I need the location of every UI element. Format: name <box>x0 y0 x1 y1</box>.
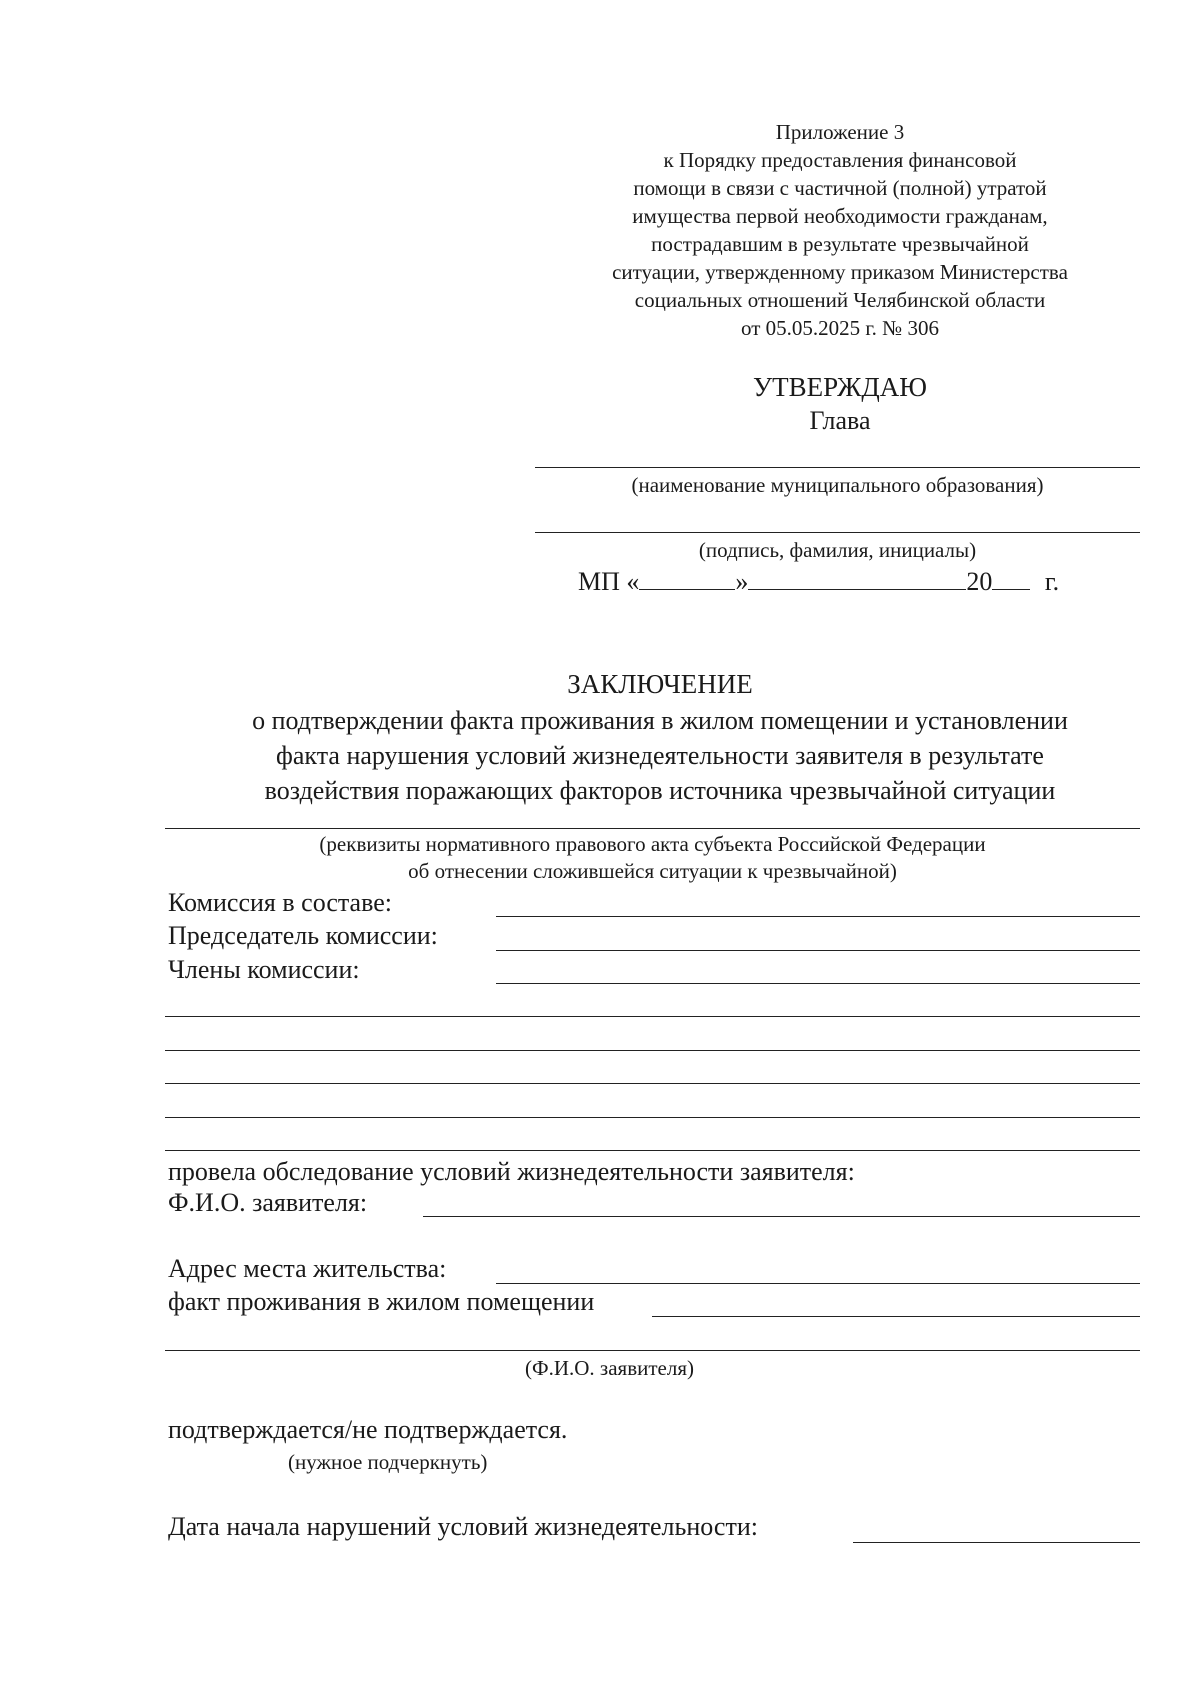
appendix-line: пострадавшим в результате чрезвычайной <box>651 232 1029 256</box>
signature-field-line[interactable] <box>535 532 1140 533</box>
commission-member-line[interactable] <box>165 1016 1140 1017</box>
residence-fact-field[interactable] <box>652 1316 1140 1317</box>
stamp-label: МП « <box>578 567 640 596</box>
legal-act-caption-line: (реквизиты нормативного правового акта субъекта Российской Федерации <box>319 832 986 856</box>
approval-title: УТВЕРЖДАЮ <box>752 372 928 402</box>
appendix-line: Приложение 3 <box>775 120 905 144</box>
approval-date-line <box>578 565 1059 597</box>
applicant-name-caption: (Ф.И.О. заявителя) <box>525 1356 694 1380</box>
appendix-line: социальных отношений Челябинской области <box>634 288 1046 312</box>
signature-caption: (подпись, фамилия, инициалы) <box>698 538 977 562</box>
applicant-name-full-line[interactable] <box>165 1350 1140 1351</box>
commission-chairman-label: Председатель комиссии: <box>168 921 438 950</box>
commission-composition-field[interactable] <box>496 916 1140 917</box>
legal-act-caption-line: об отнесении сложившейся ситуации к чрезвычайной) <box>408 859 897 883</box>
conclusion-subtitle-line: воздействия поражающих факторов источника чрезвычайной ситуации <box>264 776 1056 805</box>
address-field[interactable] <box>496 1283 1140 1284</box>
month-field[interactable] <box>748 565 966 590</box>
year-suffix: г. <box>1044 567 1060 596</box>
violation-start-label: Дата начала нарушений условий жизнедеятельности: <box>168 1512 758 1541</box>
confirmed-text: подтверждается/не подтверждается. <box>168 1415 568 1444</box>
conclusion-subtitle-line: факта нарушения условий жизнедеятельности заявителя в результате <box>276 741 1044 770</box>
commission-chairman-field[interactable] <box>496 950 1140 951</box>
appendix-line: ситуации, утвержденному приказом Министерства <box>612 260 1068 284</box>
applicant-name-label: Ф.И.О. заявителя: <box>168 1188 368 1217</box>
appendix-line: помощи в связи с частичной (полной) утратой <box>633 176 1047 200</box>
residence-fact-label: факт проживания в жилом помещении <box>168 1287 595 1316</box>
survey-conducted-text: провела обследование условий жизнедеятельности заявителя: <box>168 1157 855 1186</box>
municipality-field-line[interactable] <box>535 467 1140 468</box>
approval-role: Глава <box>809 406 871 435</box>
appendix-header <box>560 118 1120 342</box>
address-label: Адрес места жительства: <box>168 1254 447 1283</box>
underline-note: (нужное подчеркнуть) <box>288 1450 488 1474</box>
day-field[interactable] <box>639 565 735 590</box>
conclusion-title: ЗАКЛЮЧЕНИЕ <box>567 669 753 699</box>
commission-member-line[interactable] <box>165 1050 1140 1051</box>
commission-composition-label: Комиссия в составе: <box>168 888 392 917</box>
appendix-line: к Порядку предоставления финансовой <box>663 148 1017 172</box>
conclusion-subtitle <box>160 703 1160 808</box>
municipality-caption: (наименование муниципального образования) <box>631 473 1044 497</box>
applicant-name-field[interactable] <box>423 1216 1140 1217</box>
conclusion-heading <box>160 665 1160 808</box>
commission-members-field[interactable] <box>496 983 1140 984</box>
appendix-line: от 05.05.2025 г. № 306 <box>741 316 939 340</box>
appendix-line: имущества первой необходимости гражданам, <box>632 204 1048 228</box>
year-field[interactable] <box>992 565 1030 590</box>
quote-close: » <box>735 567 749 596</box>
commission-member-line[interactable] <box>165 1083 1140 1084</box>
commission-member-line[interactable] <box>165 1117 1140 1118</box>
commission-members-label: Члены комиссии: <box>168 955 360 984</box>
year-prefix: 20 <box>966 567 993 596</box>
conclusion-subtitle-line: о подтверждении факта проживания в жилом помещении и установлении <box>252 706 1068 735</box>
violation-start-field[interactable] <box>853 1542 1140 1543</box>
legal-act-caption <box>165 831 1140 885</box>
commission-member-line[interactable] <box>165 1150 1140 1151</box>
approval-block <box>520 370 1160 438</box>
legal-act-field-line[interactable] <box>165 828 1140 829</box>
